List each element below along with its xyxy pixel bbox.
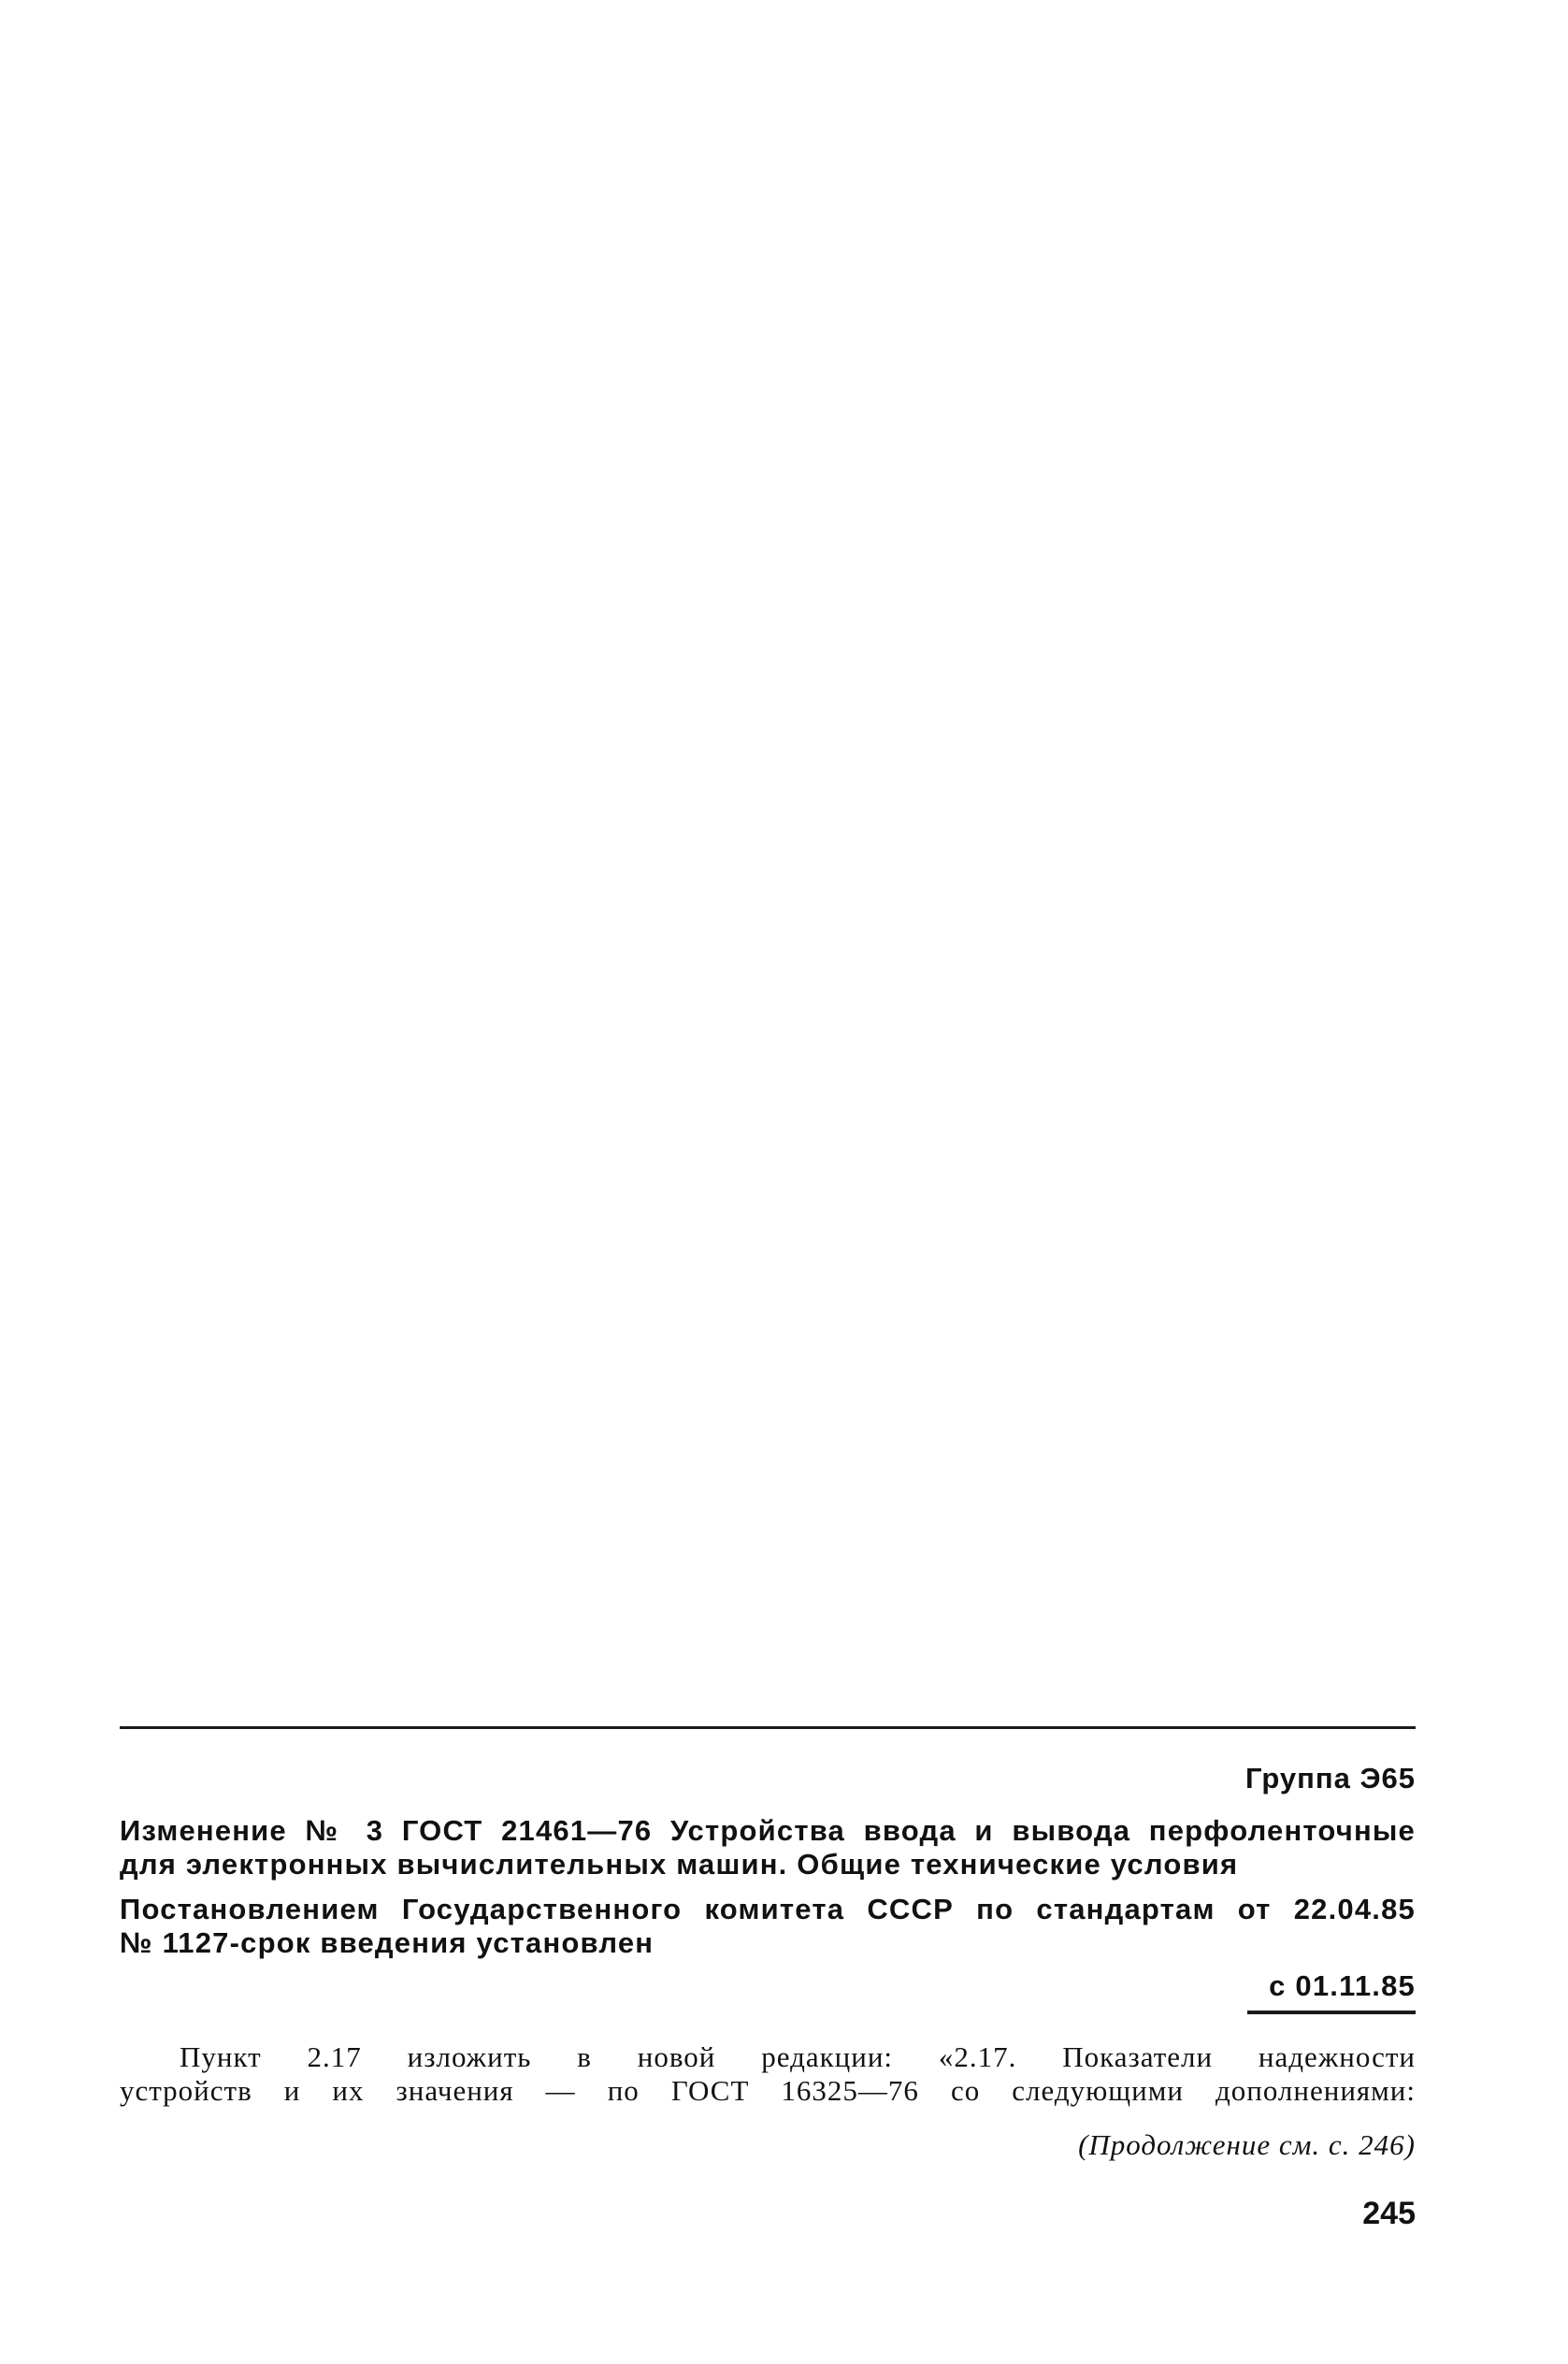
body-line-2: устройств и их значения — по ГОСТ 16325—76 со следующими дополнениями: (120, 2074, 1416, 2107)
amendment-title-line-1: Изменение № 3 ГОСТ 21461—76 Устройства ввода и вывода перфоленточные (120, 1814, 1416, 1847)
decree-line-2: № 1127-срок введения установлен (120, 1926, 655, 1959)
group-code: Группа Э65 (1245, 1762, 1416, 1795)
continuation-note: (Продолжение см. с. 246) (1078, 2128, 1416, 2161)
effective-date-block (1247, 1969, 1416, 2014)
amendment-title (120, 1814, 1416, 1881)
effective-date-underline (1247, 2011, 1416, 2014)
page-number: 245 (1362, 2196, 1416, 2231)
body-line-1: Пункт 2.17 изложить в новой редакции: «2.17. Показатели надежности (180, 2040, 1416, 2073)
decree-line-1: Постановлением Государственного комитета СССР по стандартам от 22.04.85 (120, 1893, 1416, 1925)
effective-date: с 01.11.85 (1269, 1969, 1416, 2002)
amendment-title-line-2: для электронных вычислительных машин. Общие технические условия (120, 1848, 1239, 1881)
top-divider (120, 1726, 1416, 1729)
body-paragraph (120, 2040, 1416, 2108)
decree-text (120, 1893, 1416, 1960)
